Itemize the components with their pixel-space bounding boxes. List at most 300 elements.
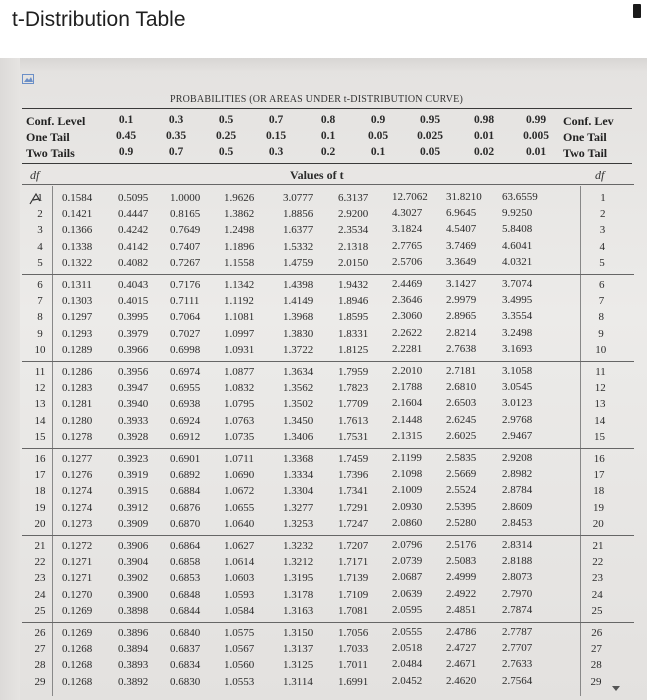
t-value-cell: 0.7267 bbox=[170, 256, 201, 269]
t-value-cell: 0.6974 bbox=[170, 366, 201, 378]
t-value-cell: 2.0555 bbox=[392, 626, 423, 638]
group-rule bbox=[22, 274, 634, 275]
t-value-cell: 0.3898 bbox=[118, 604, 149, 617]
t-value-cell: 2.1604 bbox=[392, 397, 423, 410]
t-value-cell: 1.7959 bbox=[338, 366, 369, 378]
header-two-value: 0.5 bbox=[218, 146, 234, 158]
header-two-value: 0.01 bbox=[525, 146, 547, 158]
df-value: 14 bbox=[34, 414, 46, 427]
pen-annotation-icon bbox=[28, 192, 46, 206]
df-value-right: 25 bbox=[591, 604, 603, 617]
header-conf-value: 0.3 bbox=[168, 114, 184, 126]
t-value-cell: 0.6912 bbox=[170, 430, 201, 443]
t-value-cell: 2.8453 bbox=[502, 516, 533, 529]
header-conf-value: 0.7 bbox=[268, 114, 284, 126]
t-value-cell: 3.7469 bbox=[446, 239, 477, 252]
t-value-cell: 0.1338 bbox=[62, 240, 93, 253]
t-value-cell: 1.0627 bbox=[224, 540, 255, 552]
t-value-cell: 0.3896 bbox=[118, 627, 149, 639]
t-value-cell: 2.8982 bbox=[502, 468, 533, 481]
t-value-cell: 1.7011 bbox=[338, 659, 368, 672]
t-value-cell: 3.4995 bbox=[502, 294, 533, 307]
t-value-cell: 2.0639 bbox=[392, 587, 423, 600]
df-value-right: 14 bbox=[594, 414, 606, 427]
t-value-cell: 1.0655 bbox=[224, 501, 255, 514]
t-value-cell: 2.2281 bbox=[392, 342, 423, 355]
df-value-right: 1 bbox=[600, 192, 606, 204]
df-value-right: 15 bbox=[594, 430, 605, 443]
t-value-cell: 3.1427 bbox=[446, 278, 477, 290]
page-title: t-Distribution Table bbox=[12, 8, 186, 31]
right-two-tails-label: Two Tail bbox=[563, 146, 608, 160]
t-value-cell: 0.5095 bbox=[118, 192, 149, 204]
t-value-cell: 1.7081 bbox=[338, 604, 369, 617]
t-value-cell: 2.7707 bbox=[502, 642, 533, 655]
t-value-cell: 2.0739 bbox=[392, 555, 423, 568]
t-value-cell: 1.0877 bbox=[224, 366, 255, 378]
t-value-cell: 1.3195 bbox=[283, 572, 314, 585]
t-value-cell: 1.3125 bbox=[283, 659, 314, 672]
t-value-cell: 2.7633 bbox=[502, 658, 533, 671]
df-value-right: 28 bbox=[590, 659, 602, 672]
t-value-cell: 0.3928 bbox=[118, 430, 149, 443]
values-rule bbox=[22, 184, 634, 185]
t-value-cell: 0.6955 bbox=[170, 382, 201, 395]
t-value-cell: 1.0931 bbox=[224, 343, 255, 356]
t-value-cell: 2.5835 bbox=[446, 452, 477, 464]
t-value-cell: 12.7062 bbox=[392, 191, 428, 203]
df-value-right: 3 bbox=[599, 224, 606, 237]
t-value-cell: 2.0860 bbox=[392, 516, 423, 529]
t-value-cell: 2.8188 bbox=[502, 555, 533, 568]
t-value-cell: 2.7787 bbox=[502, 626, 533, 638]
df-value-right: 29 bbox=[590, 675, 602, 688]
df-value: 2 bbox=[37, 208, 43, 221]
t-value-cell: 2.5669 bbox=[446, 468, 477, 481]
df-value-right: 4 bbox=[599, 240, 605, 253]
one-tail-label: One Tail bbox=[26, 130, 70, 144]
t-value-cell: 0.3919 bbox=[118, 469, 149, 482]
t-value-cell: 0.1281 bbox=[62, 398, 93, 411]
t-value-cell: 1.0690 bbox=[224, 469, 255, 482]
t-value-cell: 4.5407 bbox=[446, 223, 477, 236]
t-value-cell: 1.3232 bbox=[283, 540, 314, 552]
t-value-cell: 2.4922 bbox=[446, 587, 477, 600]
t-value-cell: 4.3027 bbox=[392, 207, 423, 220]
t-value-cell: 1.0553 bbox=[224, 675, 255, 688]
t-value-cell: 1.7109 bbox=[338, 588, 369, 601]
t-value-cell: 3.1693 bbox=[502, 342, 533, 355]
t-value-cell: 1.2498 bbox=[224, 224, 255, 237]
t-value-cell: 0.1276 bbox=[62, 469, 93, 482]
t-value-cell: 1.7247 bbox=[338, 517, 369, 530]
header-two-value: 0.3 bbox=[268, 146, 284, 158]
t-value-cell: 2.8784 bbox=[502, 484, 533, 497]
t-value-cell: 0.7111 bbox=[170, 295, 200, 308]
t-value-cell: 2.4851 bbox=[446, 603, 477, 616]
t-value-cell: 2.9208 bbox=[502, 452, 533, 464]
header-one-value: 0.15 bbox=[265, 130, 287, 142]
t-value-cell: 0.1584 bbox=[62, 192, 93, 204]
df-value: 1 bbox=[37, 192, 43, 204]
t-value-cell: 0.1289 bbox=[62, 343, 93, 356]
table-photo bbox=[0, 58, 647, 700]
header-conf-value: 0.5 bbox=[218, 114, 234, 126]
header-two-value: 0.2 bbox=[320, 146, 336, 158]
t-value-cell: 4.6041 bbox=[502, 239, 533, 252]
t-value-cell: 1.7291 bbox=[338, 501, 369, 514]
df-column-divider-right bbox=[580, 186, 581, 696]
t-value-cell: 1.3450 bbox=[283, 414, 314, 427]
t-value-cell: 0.3906 bbox=[118, 540, 149, 552]
t-value-cell: 1.7171 bbox=[338, 556, 369, 569]
df-value-right: 12 bbox=[594, 382, 606, 395]
t-value-cell: 0.4142 bbox=[118, 240, 149, 253]
df-value-right: 13 bbox=[594, 398, 606, 411]
t-value-cell: 2.0452 bbox=[392, 674, 423, 687]
t-value-cell: 0.3979 bbox=[118, 327, 149, 340]
t-value-cell: 1.3368 bbox=[283, 453, 314, 465]
t-value-cell: 2.4469 bbox=[392, 278, 423, 290]
df-value: 22 bbox=[34, 556, 46, 569]
t-value-cell: 2.6503 bbox=[446, 397, 477, 410]
t-value-cell: 9.9250 bbox=[502, 207, 533, 220]
t-value-cell: 1.6377 bbox=[283, 224, 314, 237]
t-value-cell: 0.6998 bbox=[170, 343, 201, 356]
t-value-cell: 1.0567 bbox=[224, 643, 255, 656]
df-value-right: 21 bbox=[592, 540, 604, 552]
header-one-value: 0.05 bbox=[367, 130, 389, 142]
t-value-cell: 2.0518 bbox=[392, 642, 423, 655]
df-value-right: 17 bbox=[593, 469, 605, 482]
df-value-right: 6 bbox=[599, 279, 605, 291]
t-value-cell: 1.0575 bbox=[224, 627, 255, 639]
df-value-right: 22 bbox=[592, 556, 604, 569]
t-value-cell: 2.1009 bbox=[392, 484, 423, 497]
t-value-cell: 1.0603 bbox=[224, 572, 255, 585]
t-value-cell: 1.0795 bbox=[224, 398, 255, 411]
t-value-cell: 2.7970 bbox=[502, 587, 533, 600]
t-value-cell: 2.0930 bbox=[392, 500, 423, 513]
header-rule-bottom bbox=[22, 163, 632, 164]
t-value-cell: 3.7074 bbox=[502, 278, 533, 290]
t-value-cell: 1.3253 bbox=[283, 517, 314, 530]
t-value-cell: 0.3912 bbox=[118, 501, 149, 514]
header-one-value: 0.025 bbox=[417, 130, 443, 142]
t-value-cell: 2.4727 bbox=[446, 642, 477, 655]
t-value-cell: 2.1315 bbox=[392, 429, 423, 442]
t-value-cell: 1.4149 bbox=[283, 295, 314, 308]
df-value: 6 bbox=[37, 279, 43, 291]
t-table bbox=[0, 58, 647, 700]
t-value-cell: 1.3830 bbox=[283, 327, 314, 340]
df-value: 18 bbox=[34, 485, 46, 498]
t-value-cell: 0.1421 bbox=[62, 208, 93, 221]
table-caption: PROBABILITIES (OR AREAS UNDER t-DISTRIBUTION CURVE) bbox=[170, 94, 464, 105]
t-value-cell: 0.1277 bbox=[62, 453, 93, 465]
t-value-cell: 0.8165 bbox=[170, 208, 201, 221]
t-value-cell: 2.0687 bbox=[392, 571, 423, 584]
t-value-cell: 0.3904 bbox=[118, 556, 149, 569]
t-value-cell: 2.0150 bbox=[338, 256, 369, 269]
df-value: 21 bbox=[34, 540, 46, 552]
t-value-cell: 2.8073 bbox=[502, 571, 533, 584]
group-rule bbox=[22, 448, 634, 449]
two-tails-label: Two Tails bbox=[26, 146, 75, 160]
header-conf-value: 0.99 bbox=[525, 114, 547, 126]
header-conf-value: 0.95 bbox=[419, 114, 441, 126]
t-value-cell: 2.4786 bbox=[446, 626, 477, 638]
t-value-cell: 2.2010 bbox=[392, 365, 423, 377]
t-value-cell: 1.4398 bbox=[283, 279, 314, 291]
t-value-cell: 3.1058 bbox=[502, 365, 533, 377]
t-value-cell: 0.1303 bbox=[62, 295, 93, 308]
t-value-cell: 1.5332 bbox=[283, 240, 314, 253]
scrollbar-thumb[interactable] bbox=[633, 4, 641, 18]
df-value: 23 bbox=[34, 572, 46, 585]
t-value-cell: 0.1273 bbox=[62, 517, 93, 530]
t-value-cell: 0.3966 bbox=[118, 343, 149, 356]
df-value-right: 24 bbox=[591, 588, 603, 601]
t-value-cell: 2.4671 bbox=[446, 658, 477, 671]
df-value: 28 bbox=[34, 659, 46, 672]
t-value-cell: 1.0763 bbox=[224, 414, 255, 427]
t-value-cell: 2.6025 bbox=[446, 429, 477, 442]
header-conf-value: 0.9 bbox=[370, 114, 386, 126]
t-value-cell: 0.7649 bbox=[170, 224, 201, 237]
t-value-cell: 2.8609 bbox=[502, 500, 533, 513]
t-value-cell: 0.6830 bbox=[170, 675, 201, 688]
t-value-cell: 0.4447 bbox=[118, 208, 149, 221]
t-value-cell: 2.7181 bbox=[446, 365, 477, 377]
t-value-cell: 1.1192 bbox=[224, 295, 254, 308]
df-column-divider-left bbox=[52, 186, 53, 696]
df-value: 16 bbox=[34, 453, 46, 465]
t-value-cell: 0.6853 bbox=[170, 572, 201, 585]
t-value-cell: 0.6834 bbox=[170, 659, 201, 672]
header-one-value: 0.25 bbox=[215, 130, 237, 142]
t-value-cell: 2.1318 bbox=[338, 240, 369, 253]
df-value: 13 bbox=[34, 398, 46, 411]
df-value-right: 11 bbox=[595, 366, 606, 378]
df-value-right: 10 bbox=[595, 343, 607, 356]
t-value-cell: 0.3947 bbox=[118, 382, 149, 395]
right-conf-label: Conf. Lev bbox=[563, 114, 614, 128]
t-value-cell: 0.7407 bbox=[170, 240, 201, 253]
header-one-value: 0.01 bbox=[473, 130, 495, 142]
t-value-cell: 0.4082 bbox=[118, 256, 149, 269]
df-value: 25 bbox=[34, 604, 46, 617]
t-value-cell: 1.0000 bbox=[170, 192, 201, 204]
t-value-cell: 0.6848 bbox=[170, 588, 201, 601]
t-value-cell: 0.3956 bbox=[118, 366, 149, 378]
header-conf-value: 0.1 bbox=[118, 114, 134, 126]
header-conf-value: 0.98 bbox=[473, 114, 495, 126]
t-value-cell: 2.9768 bbox=[502, 413, 533, 426]
df-value-right: 26 bbox=[591, 627, 603, 639]
t-value-cell: 0.6870 bbox=[170, 517, 201, 530]
df-value-right: 20 bbox=[592, 517, 604, 530]
t-value-cell: 1.1342 bbox=[224, 279, 255, 291]
t-value-cell: 0.6858 bbox=[170, 556, 201, 569]
t-value-cell: 1.7823 bbox=[338, 382, 369, 395]
t-value-cell: 1.3562 bbox=[283, 382, 314, 395]
t-value-cell: 1.8595 bbox=[338, 311, 369, 324]
t-value-cell: 3.2498 bbox=[502, 326, 533, 339]
t-value-cell: 0.6876 bbox=[170, 501, 201, 514]
df-value-right: 9 bbox=[598, 327, 604, 340]
t-value-cell: 2.4999 bbox=[446, 571, 477, 584]
t-value-cell: 1.0614 bbox=[224, 556, 255, 569]
group-rule bbox=[22, 535, 634, 536]
t-value-cell: 2.7564 bbox=[502, 674, 533, 687]
t-value-cell: 2.9200 bbox=[338, 208, 369, 221]
t-value-cell: 2.0595 bbox=[392, 603, 423, 616]
t-value-cell: 1.7033 bbox=[338, 643, 369, 656]
t-value-cell: 0.7176 bbox=[170, 279, 201, 291]
t-value-cell: 3.3554 bbox=[502, 310, 533, 323]
group-rule bbox=[22, 622, 634, 623]
header-two-value: 0.1 bbox=[370, 146, 386, 158]
t-value-cell: 1.3114 bbox=[283, 675, 313, 688]
t-value-cell: 0.4043 bbox=[118, 279, 149, 291]
t-value-cell: 1.0672 bbox=[224, 485, 255, 498]
t-value-cell: 2.7638 bbox=[446, 342, 477, 355]
df-value: 26 bbox=[34, 627, 46, 639]
t-value-cell: 2.1199 bbox=[392, 452, 422, 464]
t-value-cell: 6.3137 bbox=[338, 192, 369, 204]
df-label-right: df bbox=[595, 168, 605, 182]
df-value: 27 bbox=[34, 643, 46, 656]
header-two-value: 0.05 bbox=[419, 146, 441, 158]
df-value: 29 bbox=[34, 675, 46, 688]
t-value-cell: 3.0777 bbox=[283, 192, 314, 204]
t-value-cell: 2.6810 bbox=[446, 381, 477, 394]
t-value-cell: 1.0997 bbox=[224, 327, 255, 340]
t-value-cell: 1.3178 bbox=[283, 588, 314, 601]
t-value-cell: 2.8965 bbox=[446, 310, 477, 323]
t-value-cell: 0.1278 bbox=[62, 430, 93, 443]
df-value-right: 16 bbox=[593, 453, 605, 465]
right-one-tail-label: One Tail bbox=[563, 130, 607, 144]
t-value-cell: 1.0640 bbox=[224, 517, 255, 530]
t-value-cell: 2.3534 bbox=[338, 224, 369, 237]
header-two-value: 0.9 bbox=[118, 146, 134, 158]
t-value-cell: 1.3968 bbox=[283, 311, 314, 324]
t-value-cell: 0.6892 bbox=[170, 469, 201, 482]
t-value-cell: 2.1448 bbox=[392, 413, 423, 426]
header-one-value: 0.005 bbox=[523, 130, 549, 142]
t-value-cell: 1.7613 bbox=[338, 414, 369, 427]
t-value-cell: 2.3060 bbox=[392, 310, 423, 323]
t-value-cell: 1.9626 bbox=[224, 192, 255, 204]
t-value-cell: 1.0593 bbox=[224, 588, 255, 601]
t-value-cell: 0.1311 bbox=[62, 279, 92, 291]
t-value-cell: 0.1366 bbox=[62, 224, 93, 237]
t-value-cell: 0.1269 bbox=[62, 627, 93, 639]
df-value: 11 bbox=[34, 366, 46, 378]
t-value-cell: 2.7765 bbox=[392, 239, 423, 252]
t-value-cell: 0.3923 bbox=[118, 453, 149, 465]
group-rule bbox=[22, 361, 634, 362]
df-value-right: 19 bbox=[593, 501, 604, 514]
values-title: Values of t bbox=[290, 168, 344, 182]
t-value-cell: 0.1274 bbox=[62, 501, 93, 514]
t-value-cell: 2.2622 bbox=[392, 326, 423, 339]
t-value-cell: 0.1297 bbox=[62, 311, 93, 324]
t-value-cell: 0.3933 bbox=[118, 414, 149, 427]
t-value-cell: 2.5280 bbox=[446, 516, 477, 529]
t-value-cell: 1.3502 bbox=[283, 398, 314, 411]
t-value-cell: 0.3894 bbox=[118, 643, 149, 656]
df-value: 19 bbox=[34, 501, 46, 514]
t-value-cell: 4.0321 bbox=[502, 255, 533, 268]
t-value-cell: 2.8314 bbox=[502, 539, 533, 551]
t-value-cell: 2.5524 bbox=[446, 484, 477, 497]
t-value-cell: 0.3940 bbox=[118, 398, 149, 411]
df-value-right: 18 bbox=[593, 485, 605, 498]
t-value-cell: 31.8210 bbox=[446, 191, 482, 203]
df-value: 9 bbox=[37, 327, 43, 340]
t-value-cell: 1.8946 bbox=[338, 295, 369, 308]
t-value-cell: 1.7531 bbox=[338, 430, 369, 443]
t-value-cell: 0.3915 bbox=[118, 485, 149, 498]
t-value-cell: 2.8214 bbox=[446, 326, 477, 339]
t-value-cell: 1.8331 bbox=[338, 327, 369, 340]
t-value-cell: 1.7396 bbox=[338, 469, 369, 482]
t-value-cell: 2.4620 bbox=[446, 674, 477, 687]
header-one-value: 0.45 bbox=[115, 130, 137, 142]
t-value-cell: 1.7207 bbox=[338, 540, 369, 552]
df-value: 8 bbox=[37, 311, 43, 324]
scroll-down-arrow-icon[interactable] bbox=[612, 686, 620, 691]
t-value-cell: 0.1269 bbox=[62, 604, 93, 617]
t-value-cell: 0.6837 bbox=[170, 643, 201, 656]
t-value-cell: 2.5395 bbox=[446, 500, 477, 513]
t-value-cell: 0.1271 bbox=[62, 572, 93, 585]
t-value-cell: 0.6924 bbox=[170, 414, 201, 427]
t-value-cell: 6.9645 bbox=[446, 207, 477, 220]
t-value-cell: 2.0484 bbox=[392, 658, 423, 671]
t-value-cell: 1.0735 bbox=[224, 430, 255, 443]
df-value: 17 bbox=[34, 469, 46, 482]
t-value-cell: 0.1268 bbox=[62, 675, 93, 688]
t-value-cell: 0.6864 bbox=[170, 540, 201, 552]
t-value-cell: 0.3893 bbox=[118, 659, 149, 672]
t-value-cell: 1.0832 bbox=[224, 382, 255, 395]
t-value-cell: 3.3649 bbox=[446, 255, 477, 268]
df-value: 5 bbox=[37, 256, 43, 269]
t-value-cell: 0.4015 bbox=[118, 295, 149, 308]
t-value-cell: 0.1293 bbox=[62, 327, 93, 340]
df-value-right: 5 bbox=[599, 256, 605, 269]
header-rule-top bbox=[22, 108, 632, 109]
t-value-cell: 5.8408 bbox=[502, 223, 533, 236]
t-value-cell: 1.3406 bbox=[283, 430, 314, 443]
t-value-cell: 0.3900 bbox=[118, 588, 149, 601]
t-value-cell: 1.1896 bbox=[224, 240, 255, 253]
t-value-cell: 0.3902 bbox=[118, 572, 149, 585]
t-value-cell: 0.6840 bbox=[170, 627, 201, 639]
t-value-cell: 0.3995 bbox=[118, 311, 149, 324]
t-value-cell: 1.3634 bbox=[283, 366, 314, 378]
t-value-cell: 1.0711 bbox=[224, 453, 254, 465]
t-value-cell: 0.7027 bbox=[170, 327, 201, 340]
header-one-value: 0.35 bbox=[165, 130, 187, 142]
t-value-cell: 2.6245 bbox=[446, 413, 477, 426]
t-value-cell: 0.1283 bbox=[62, 382, 93, 395]
t-value-cell: 1.3137 bbox=[283, 643, 314, 656]
